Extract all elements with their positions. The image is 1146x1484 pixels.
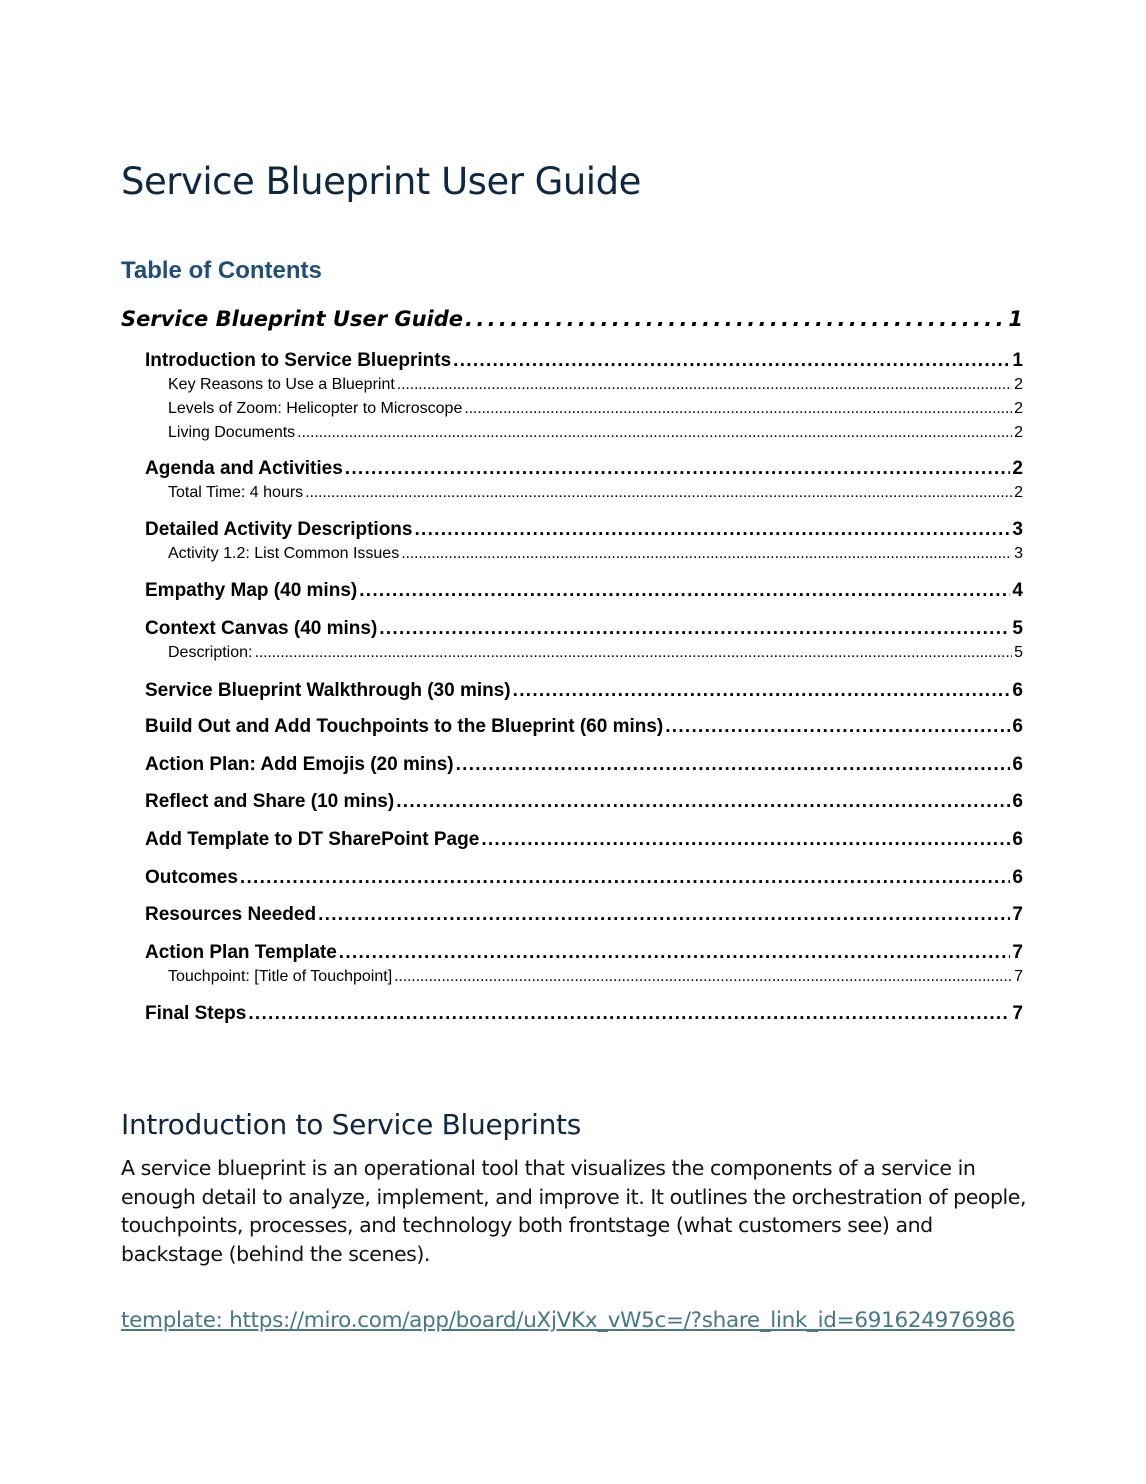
toc-entry[interactable] (145, 942, 1023, 964)
toc-dot-leader (379, 618, 1010, 640)
toc-entry-label: Agenda and Activities (145, 458, 343, 479)
toc-entry-page-number: 3 (1014, 545, 1023, 562)
toc-entry-label: Living Documents (168, 424, 296, 441)
toc-entry-label: Levels of Zoom: Helicopter to Microscope (168, 400, 463, 417)
toc-entry[interactable] (145, 904, 1023, 926)
toc-entry-label: Final Steps (145, 1003, 247, 1024)
toc-entry-page-number: 7 (1012, 904, 1023, 925)
document-title: Service Blueprint User Guide (121, 160, 641, 203)
toc-entry-page-number: 1 (1012, 350, 1023, 371)
toc-entry-label: Total Time: 4 hours (168, 484, 304, 501)
toc-entry[interactable] (168, 400, 1023, 418)
toc-dot-leader (254, 644, 1012, 662)
toc-entry[interactable] (145, 754, 1023, 776)
toc-dot-leader (513, 680, 1011, 702)
toc-entry-label: Service Blueprint Walkthrough (30 mins) (145, 680, 511, 701)
toc-entry-page-number: 6 (1012, 829, 1023, 850)
toc-entry-page-number: 6 (1012, 867, 1023, 888)
toc-entry-label: Key Reasons to Use a Blueprint (168, 376, 395, 393)
toc-entry-page-number: 4 (1012, 580, 1023, 601)
toc-entry-page-number: 2 (1014, 376, 1023, 393)
toc-dot-leader (339, 942, 1011, 964)
toc-entry-label: Description: (168, 644, 253, 661)
toc-entry[interactable] (145, 519, 1023, 541)
toc-dot-leader (359, 580, 1010, 602)
toc-entry[interactable] (168, 644, 1023, 662)
toc-entry-page-number: 2 (1014, 400, 1023, 417)
toc-entry-page-number: 5 (1014, 644, 1023, 661)
toc-entry-page-number: 1 (1008, 307, 1023, 331)
toc-entry-page-number: 7 (1012, 1003, 1023, 1024)
toc-dot-leader (456, 754, 1011, 776)
toc-dot-leader (397, 376, 1012, 394)
toc-dot-leader (465, 307, 1006, 331)
toc-entry-label: Add Template to DT SharePoint Page (145, 829, 480, 850)
toc-entry[interactable] (168, 376, 1023, 394)
toc-dot-leader (464, 400, 1012, 418)
toc-entry-label: Detailed Activity Descriptions (145, 519, 413, 540)
toc-entry[interactable] (145, 867, 1023, 889)
toc-entry-label: Service Blueprint User Guide (121, 307, 464, 331)
toc-entry-label: Introduction to Service Blueprints (145, 350, 452, 371)
toc-entry-page-number: 2 (1012, 458, 1023, 479)
toc-entry-page-number: 2 (1014, 424, 1023, 441)
toc-entry[interactable] (168, 484, 1023, 502)
section-heading-introduction: Introduction to Service Blueprints (121, 1108, 581, 1141)
toc-entry-page-number: 2 (1014, 484, 1023, 501)
toc-dot-leader (297, 424, 1012, 442)
toc-entry[interactable] (168, 968, 1023, 986)
toc-dot-leader (396, 791, 1010, 813)
toc-entry-page-number: 5 (1012, 618, 1023, 639)
toc-entry[interactable] (168, 424, 1023, 442)
toc-entry-label: Touchpoint: [Title of Touchpoint] (168, 968, 393, 985)
toc-entry[interactable] (145, 618, 1023, 640)
toc-dot-leader (665, 716, 1010, 738)
intro-paragraph: A service blueprint is an operational tool that visualizes the components of a service in enough detail to analyze, implement, and improve it. It outlines the orchestration of people, touchpoints, processes, and technology both frontstage (what customers see) and backstage (behind the scenes). (121, 1156, 1027, 1266)
toc-dot-leader (394, 968, 1012, 986)
toc-dot-leader (318, 904, 1010, 926)
toc-dot-leader (414, 519, 1010, 541)
toc-dot-leader (248, 1003, 1010, 1025)
toc-entry[interactable] (145, 458, 1023, 480)
toc-entry-page-number: 6 (1012, 716, 1023, 737)
toc-dot-leader (401, 545, 1012, 563)
toc-entry-page-number: 7 (1012, 942, 1023, 963)
toc-heading: Table of Contents (121, 257, 322, 284)
toc-entry-label: Context Canvas (40 mins) (145, 618, 378, 639)
toc-dot-leader (345, 458, 1011, 480)
toc-entry-page-number: 3 (1012, 519, 1023, 540)
toc-entry[interactable] (121, 307, 1023, 331)
toc-entry-label: Resources Needed (145, 904, 317, 925)
toc-entry-label: Activity 1.2: List Common Issues (168, 545, 400, 562)
toc-entry[interactable] (145, 580, 1023, 602)
toc-entry-page-number: 6 (1012, 791, 1023, 812)
toc-entry-label: Build Out and Add Touchpoints to the Blueprint (60 mins) (145, 716, 664, 737)
toc-entry-label: Action Plan Template (145, 942, 337, 963)
toc-entry-page-number: 6 (1012, 680, 1023, 701)
toc-entry[interactable] (145, 829, 1023, 851)
toc-dot-leader (481, 829, 1010, 851)
toc-dot-leader (305, 484, 1012, 502)
toc-dot-leader (240, 867, 1011, 889)
template-link[interactable]: template: https://miro.com/app/board/uXjVKx_vW5c=/?share_link_id=691624976986 (121, 1308, 1015, 1333)
toc-entry-page-number: 6 (1012, 754, 1023, 775)
toc-entry[interactable] (145, 350, 1023, 372)
toc-entry-page-number: 7 (1014, 968, 1023, 985)
toc-dot-leader (453, 350, 1010, 372)
toc-entry-label: Action Plan: Add Emojis (20 mins) (145, 754, 454, 775)
toc-entry[interactable] (168, 545, 1023, 563)
toc-entry[interactable] (145, 716, 1023, 738)
toc-entry[interactable] (145, 1003, 1023, 1025)
toc-entry[interactable] (145, 791, 1023, 813)
toc-entry-label: Empathy Map (40 mins) (145, 580, 358, 601)
toc-entry[interactable] (145, 680, 1023, 702)
toc-entry-label: Outcomes (145, 867, 238, 888)
toc-entry-label: Reflect and Share (10 mins) (145, 791, 395, 812)
